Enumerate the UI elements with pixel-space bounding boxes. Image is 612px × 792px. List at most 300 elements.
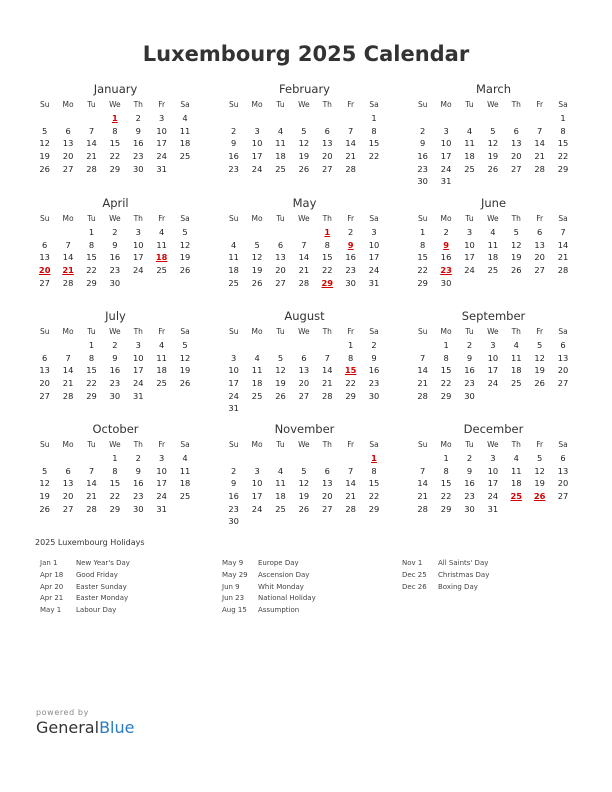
day: 19 (179, 365, 191, 376)
day: 21 (417, 491, 428, 502)
day: 16 (228, 151, 239, 162)
day: 18 (464, 151, 475, 162)
month-january (33, 80, 198, 175)
day: 23 (132, 491, 144, 502)
day: 23 (228, 503, 239, 514)
empty-day (339, 452, 362, 465)
month-grid (33, 325, 198, 402)
day: 14 (345, 478, 356, 489)
weekday-header: Sa (369, 214, 379, 223)
month-grid (222, 325, 387, 415)
month-grid (33, 98, 198, 175)
holiday-item (222, 582, 402, 594)
holiday-name: National Holiday (258, 594, 316, 603)
day: 9 (231, 478, 237, 489)
day: 3 (490, 453, 496, 463)
day: 20 (275, 265, 286, 276)
month-may (222, 194, 387, 289)
weekday-header: Tu (276, 440, 285, 449)
day: 20 (534, 252, 545, 263)
day: 11 (251, 365, 263, 376)
day: 11 (510, 352, 522, 363)
weekday-header: Su (417, 440, 428, 449)
day: 14 (321, 365, 333, 376)
day: 15 (109, 138, 121, 149)
month-grid (411, 212, 576, 289)
day: 3 (135, 340, 141, 350)
month-name: January (93, 82, 138, 96)
day: 23 (464, 491, 475, 502)
weekday-header: Su (39, 327, 50, 336)
weekday-header: We (298, 100, 310, 109)
weekday-header: Su (228, 214, 239, 223)
day: 15 (368, 138, 380, 149)
holiday-name: Christmas Day (438, 570, 490, 579)
day: 27 (510, 163, 522, 174)
day: 24 (156, 491, 167, 502)
empty-day (56, 452, 79, 465)
day: 22 (86, 378, 97, 389)
day: 26 (39, 503, 50, 514)
day: 22 (417, 265, 428, 276)
weekday-header: Th (133, 440, 143, 449)
day: 21 (321, 378, 333, 389)
day: 12 (298, 138, 310, 149)
weekday-header: Su (228, 440, 239, 449)
day: 6 (560, 340, 566, 350)
day: 12 (298, 478, 310, 489)
weekday-header: Fr (536, 327, 544, 336)
holiday-date: Aug 15 (222, 606, 247, 615)
day: 16 (345, 252, 356, 263)
day: 22 (109, 151, 121, 162)
day: 30 (228, 516, 239, 527)
day: 28 (534, 163, 545, 174)
day: 13 (557, 465, 569, 476)
weekday-header: Fr (347, 440, 355, 449)
holiday-date: Apr 18 (40, 570, 64, 579)
day: 6 (42, 352, 48, 363)
empty-day (411, 112, 434, 125)
holiday-date: May 29 (222, 570, 248, 579)
day: 12 (534, 352, 545, 363)
weekday-header: Su (228, 100, 239, 109)
day: 24 (251, 163, 263, 174)
holiday-item (402, 582, 582, 594)
day: 12 (487, 138, 499, 149)
day: 12 (510, 239, 522, 250)
day: 23 (109, 265, 121, 276)
day: 8 (348, 352, 354, 363)
day: 25 (275, 503, 286, 514)
day: 1 (348, 340, 354, 350)
day: 2 (371, 340, 377, 350)
weekday-header: We (109, 440, 121, 449)
day: 21 (345, 491, 356, 502)
day: 19 (298, 491, 310, 502)
weekday-header: Fr (536, 440, 544, 449)
day: 20 (321, 491, 333, 502)
weekday-header: Mo (251, 100, 263, 109)
day: 12 (39, 478, 50, 489)
empty-day (80, 452, 103, 465)
month-grid (411, 438, 576, 515)
day: 27 (321, 503, 333, 514)
day: 13 (39, 252, 50, 263)
weekday-header: We (298, 327, 310, 336)
day: 24 (228, 390, 239, 401)
day: 18 (275, 151, 286, 162)
month-name: April (102, 196, 129, 210)
day: 27 (39, 277, 50, 288)
day: 27 (62, 503, 74, 514)
holiday-date: Nov 1 (402, 559, 423, 567)
day: 2 (466, 453, 473, 463)
day: 15 (417, 252, 428, 263)
weekday-header: Su (39, 214, 50, 223)
weekday-header: We (487, 214, 499, 223)
day: 15 (440, 478, 452, 489)
weekday-header: Tu (465, 440, 474, 449)
day: 9 (135, 125, 141, 136)
holiday-column (402, 558, 582, 593)
weekday-header: Sa (558, 327, 568, 336)
brand-name-part2: Blue (99, 718, 135, 737)
day: 17 (132, 365, 144, 376)
day: 4 (466, 125, 473, 136)
day: 22 (345, 378, 356, 389)
day: 14 (62, 252, 74, 263)
weekday-header: Sa (558, 100, 568, 109)
day: 26 (275, 390, 286, 401)
day: 29 (86, 277, 97, 288)
holiday-day: 29 (321, 277, 334, 288)
day: 16 (109, 365, 121, 376)
day: 1 (88, 340, 95, 350)
day: 4 (513, 340, 519, 350)
day: 9 (466, 465, 473, 476)
holiday-date: May 9 (222, 559, 244, 567)
day: 16 (417, 151, 428, 162)
day: 13 (321, 138, 333, 149)
day: 1 (560, 113, 566, 123)
empty-day (33, 452, 56, 465)
day: 13 (510, 138, 522, 149)
day: 2 (112, 340, 118, 350)
day: 9 (231, 138, 237, 149)
holiday-item (40, 558, 220, 570)
holiday-name: Europe Day (258, 559, 299, 567)
holiday-name: Good Friday (76, 570, 118, 579)
empty-day (56, 226, 79, 239)
day: 23 (132, 151, 144, 162)
day: 21 (86, 151, 97, 162)
day: 15 (368, 478, 380, 489)
day: 13 (534, 239, 545, 250)
day: 16 (228, 491, 239, 502)
weekday-header: Sa (369, 440, 379, 449)
month-november (222, 420, 387, 528)
holiday-day: 23 (440, 265, 452, 276)
weekday-header: Th (511, 440, 521, 449)
day: 8 (371, 125, 377, 136)
weekday-header: Fr (347, 100, 355, 109)
day: 11 (510, 465, 522, 476)
day: 10 (132, 352, 144, 363)
empty-day (316, 339, 339, 352)
weekday-header: Su (228, 327, 239, 336)
day: 6 (324, 465, 330, 476)
day: 17 (132, 252, 144, 263)
day: 31 (156, 163, 167, 174)
holiday-column (222, 558, 402, 617)
day: 16 (132, 478, 144, 489)
day: 18 (179, 138, 191, 149)
month-june (411, 194, 576, 289)
day: 6 (42, 239, 48, 250)
day: 15 (321, 252, 333, 263)
weekday-header: Mo (440, 100, 452, 109)
day: 8 (88, 352, 95, 363)
day: 1 (443, 453, 449, 463)
weekday-header: Th (322, 440, 332, 449)
weekday-header: Mo (251, 440, 263, 449)
day: 28 (345, 163, 356, 174)
holiday-name: Easter Monday (76, 594, 129, 603)
empty-day (316, 452, 339, 465)
day: 29 (368, 503, 380, 514)
weekday-header: Tu (87, 214, 96, 223)
day: 2 (348, 227, 354, 237)
day: 3 (371, 227, 377, 237)
day: 14 (298, 252, 310, 263)
day: 2 (112, 227, 118, 237)
day: 25 (251, 390, 263, 401)
day: 8 (88, 239, 95, 250)
weekday-header: Th (511, 100, 521, 109)
day: 25 (156, 378, 167, 389)
day: 26 (179, 265, 191, 276)
day: 18 (251, 378, 263, 389)
day: 27 (557, 491, 569, 502)
day: 29 (440, 390, 452, 401)
empty-day (528, 112, 551, 125)
holiday-name: Labour Day (76, 606, 117, 615)
empty-day (245, 112, 268, 125)
day: 20 (62, 151, 74, 162)
holiday-day: 1 (324, 227, 331, 237)
weekday-header: Tu (465, 214, 474, 223)
day: 13 (62, 138, 74, 149)
day: 20 (39, 378, 50, 389)
empty-day (33, 112, 56, 125)
day: 9 (112, 352, 118, 363)
day: 23 (368, 378, 380, 389)
day: 20 (557, 478, 569, 489)
day: 10 (132, 239, 144, 250)
empty-day (222, 339, 245, 352)
holiday-day: 26 (533, 491, 546, 502)
day: 30 (132, 503, 144, 514)
weekday-header: Mo (251, 214, 263, 223)
day: 25 (510, 378, 522, 389)
day: 4 (513, 453, 519, 463)
day: 9 (466, 352, 473, 363)
day: 28 (417, 390, 428, 401)
day: 27 (39, 390, 50, 401)
holiday-name: Easter Sunday (76, 582, 127, 591)
day: 4 (277, 465, 284, 476)
day: 14 (86, 478, 97, 489)
day: 13 (275, 252, 286, 263)
day: 20 (62, 491, 74, 502)
day: 11 (275, 478, 286, 489)
weekday-header: Sa (558, 440, 568, 449)
day: 30 (440, 277, 452, 288)
day: 30 (109, 390, 121, 401)
month-march (411, 80, 576, 188)
month-name: February (279, 82, 330, 96)
holiday-day: 1 (111, 113, 118, 123)
day: 29 (417, 277, 428, 288)
holiday-day: 18 (155, 252, 168, 263)
day: 25 (464, 163, 475, 174)
day: 1 (371, 113, 377, 123)
weekday-header: Mo (62, 214, 74, 223)
holiday-item (402, 558, 582, 570)
holiday-day: 20 (38, 265, 51, 276)
day: 2 (135, 113, 141, 123)
day: 11 (179, 465, 191, 476)
day: 9 (112, 239, 118, 250)
day: 3 (231, 352, 237, 363)
day: 20 (557, 365, 569, 376)
day: 18 (275, 491, 286, 502)
brand-logo[interactable] (36, 708, 134, 737)
month-grid (411, 98, 576, 188)
day: 17 (251, 151, 263, 162)
weekday-header: Th (322, 327, 332, 336)
day: 3 (466, 227, 473, 237)
month-name: March (475, 82, 512, 96)
day: 7 (88, 125, 95, 136)
holiday-item (40, 570, 220, 582)
day: 4 (159, 340, 165, 350)
day: 21 (86, 491, 97, 502)
day: 31 (132, 390, 144, 401)
weekday-header: Mo (440, 440, 452, 449)
day: 28 (298, 277, 310, 288)
powered-by-text: powered by (36, 708, 89, 717)
day: 6 (277, 239, 284, 250)
day: 10 (440, 138, 452, 149)
holiday-day: 25 (510, 491, 523, 502)
day: 22 (86, 265, 97, 276)
day: 16 (109, 252, 121, 263)
holiday-item (222, 558, 402, 570)
day: 14 (557, 239, 569, 250)
day: 27 (321, 163, 333, 174)
day: 7 (65, 352, 71, 363)
day: 7 (88, 465, 95, 476)
empty-day (269, 112, 292, 125)
day: 5 (513, 227, 519, 237)
day: 26 (298, 163, 310, 174)
day: 23 (345, 265, 356, 276)
weekday-header: We (109, 327, 121, 336)
holiday-item (40, 593, 220, 605)
day: 23 (464, 378, 475, 389)
day: 6 (537, 227, 543, 237)
day: 12 (39, 138, 50, 149)
weekday-header: Tu (276, 327, 285, 336)
day: 29 (345, 390, 356, 401)
holiday-day: 9 (443, 239, 449, 250)
day: 12 (179, 239, 191, 250)
day: 28 (86, 503, 97, 514)
day: 25 (487, 265, 499, 276)
brand-name (36, 718, 134, 737)
day: 5 (42, 465, 48, 476)
holiday-date: Apr 20 (40, 582, 64, 591)
day: 28 (345, 503, 356, 514)
weekday-header: Th (511, 327, 521, 336)
weekday-header: Sa (180, 100, 190, 109)
weekday-header: Sa (369, 100, 379, 109)
day: 16 (464, 478, 475, 489)
holiday-date: Dec 25 (402, 570, 427, 579)
weekday-header: Fr (536, 100, 544, 109)
day: 17 (464, 252, 475, 263)
day: 17 (440, 151, 452, 162)
empty-day (292, 112, 315, 125)
holiday-day: 9 (347, 239, 354, 250)
weekday-header: Tu (276, 100, 285, 109)
page-title: Luxembourg 2025 Calendar (142, 42, 470, 66)
day: 21 (417, 378, 428, 389)
day: 1 (112, 453, 118, 463)
empty-day (33, 226, 56, 239)
month-grid (222, 438, 387, 528)
day: 5 (277, 352, 284, 363)
weekday-header: Tu (465, 327, 474, 336)
month-grid (222, 212, 387, 289)
month-september (411, 307, 576, 402)
day: 7 (537, 125, 543, 136)
day: 21 (534, 151, 545, 162)
day: 7 (420, 352, 426, 363)
day: 3 (254, 125, 260, 136)
month-name: November (274, 422, 335, 436)
month-october (33, 420, 198, 515)
weekday-header: Mo (251, 327, 263, 336)
day: 28 (86, 163, 97, 174)
day: 5 (537, 453, 543, 463)
day: 30 (464, 390, 475, 401)
month-grid (222, 98, 387, 175)
day: 26 (179, 378, 191, 389)
day: 29 (109, 503, 121, 514)
day: 17 (228, 378, 239, 389)
day: 1 (443, 340, 449, 350)
day: 26 (487, 163, 499, 174)
holidays-title: 2025 Luxembourg Holidays (35, 538, 145, 547)
day: 19 (534, 478, 545, 489)
day: 17 (156, 478, 167, 489)
weekday-header: Tu (87, 440, 96, 449)
day: 25 (228, 277, 239, 288)
holiday-day: 21 (62, 265, 74, 276)
